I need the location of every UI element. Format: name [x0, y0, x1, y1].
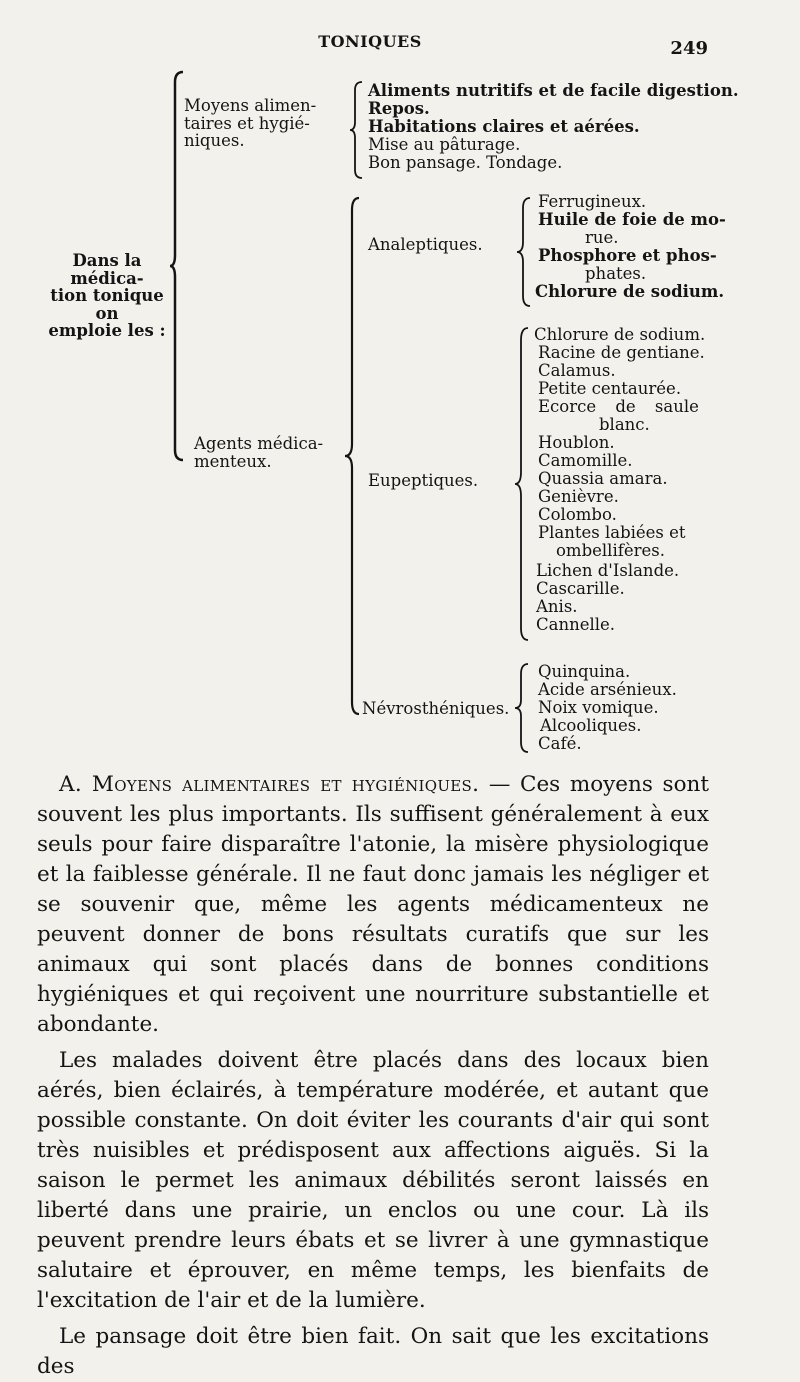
list-item: Mise au pâturage.	[368, 135, 521, 154]
hygiene-brace	[350, 80, 364, 180]
list-item: Phosphore et phos-	[538, 246, 717, 265]
nevrostheniques-brace	[514, 662, 530, 754]
list-item: Chlorure de sodium.	[535, 282, 725, 301]
paragraph-1-text: — Ces moyens sont souvent les plus importants. Ils suffisent généralement à eux seuls pour faire disparaître l'atonie, la misère physiologique et la faiblesse générale. Il ne faut donc jamais les négliger et se souvenir que, même les agents médicamenteux ne peuvent donner de bons résultats curatifs que sur les animaux qui sont placés dans de bonnes conditions hygiéniques et qui reçoivent une nourriture substantielle et abondante.	[37, 772, 709, 1037]
list-item: Lichen d'Islande.	[536, 561, 680, 580]
list-item: Acide arsénieux.	[538, 680, 677, 699]
analeptiques-brace	[516, 196, 532, 308]
list-item: Houblon.	[538, 433, 615, 452]
running-head: TONIQUES	[318, 32, 422, 51]
list-item: Noix vomique.	[538, 698, 659, 717]
list-item: Café.	[538, 734, 582, 753]
list-item: Colombo.	[538, 505, 617, 524]
list-item: Camomille.	[538, 451, 633, 470]
list-item: phates.	[585, 264, 647, 283]
list-item: Quassia amara.	[538, 469, 668, 488]
list-item: Racine de gentiane.	[538, 343, 705, 362]
list-item: Genièvre.	[538, 487, 619, 506]
list-item: Quinquina.	[538, 662, 631, 681]
list-item: blanc.	[599, 415, 650, 434]
list-item: Ecorce de saule	[538, 397, 699, 416]
root-label: Dans la médica- tion tonique on emploie les :	[48, 251, 166, 340]
medicaments-brace	[345, 196, 361, 716]
section-heading: A. Moyens alimentaires et hygiéniques.	[59, 772, 480, 797]
list-item: Aliments nutritifs et de facile digestion.	[368, 81, 739, 100]
list-item: Calamus.	[538, 361, 616, 380]
paragraph-2: Les malades doivent être placés dans des locaux bien aérés, bien éclairés, à température modérée, et autant que possible constante. On doit éviter les courants d'air qui sont très nuisibles et prédisposent aux affections aiguës. Si la saison le permet les animaux débilités seront laissés en liberté dans une prairie, un enclos ou une cour. Là ils peuvent prendre leurs ébats et se livrer à une gymnastique salutaire et éprouver, en même temps, les bienfaits de l'excitation de l'air et de la lumière.	[37, 1048, 709, 1313]
list-item: Cannelle.	[536, 615, 616, 634]
group-label-hygiene: Moyens alimen- taires et hygié- niques.	[184, 96, 317, 150]
list-item: Bon pansage. Tondage.	[368, 153, 563, 172]
list-item: Petite centaurée.	[538, 379, 682, 398]
list-item: Alcooliques.	[540, 716, 642, 735]
list-item: Ferrugineux.	[538, 192, 647, 211]
list-item: rue.	[585, 228, 619, 247]
subgroup-label-eupeptiques: Eupeptiques.	[368, 471, 479, 490]
list-item: Anis.	[536, 597, 578, 616]
list-item: Chlorure de sodium.	[534, 325, 706, 344]
paragraph-1	[37, 770, 709, 1040]
subgroup-label-analeptiques: Analeptiques.	[368, 235, 483, 254]
list-item: Huile de foie de mo-	[538, 210, 726, 229]
eupeptiques-brace	[514, 326, 530, 642]
list-item: Repos.	[368, 99, 430, 118]
list-item: Cascarille.	[536, 579, 625, 598]
paragraph-3: Le pansage doit être bien fait. On sait que les excitations des	[37, 1324, 709, 1379]
list-item: ombellifères.	[556, 541, 665, 560]
subgroup-label-nevrostheniques: Névrosthéniques.	[362, 699, 510, 718]
group-label-medicaments: Agents médica- menteux.	[194, 434, 324, 471]
body-text	[37, 770, 709, 1382]
page-number: 249	[670, 38, 708, 59]
list-item: Habitations claires et aérées.	[368, 117, 640, 136]
list-item: Plantes labiées et	[538, 523, 686, 542]
